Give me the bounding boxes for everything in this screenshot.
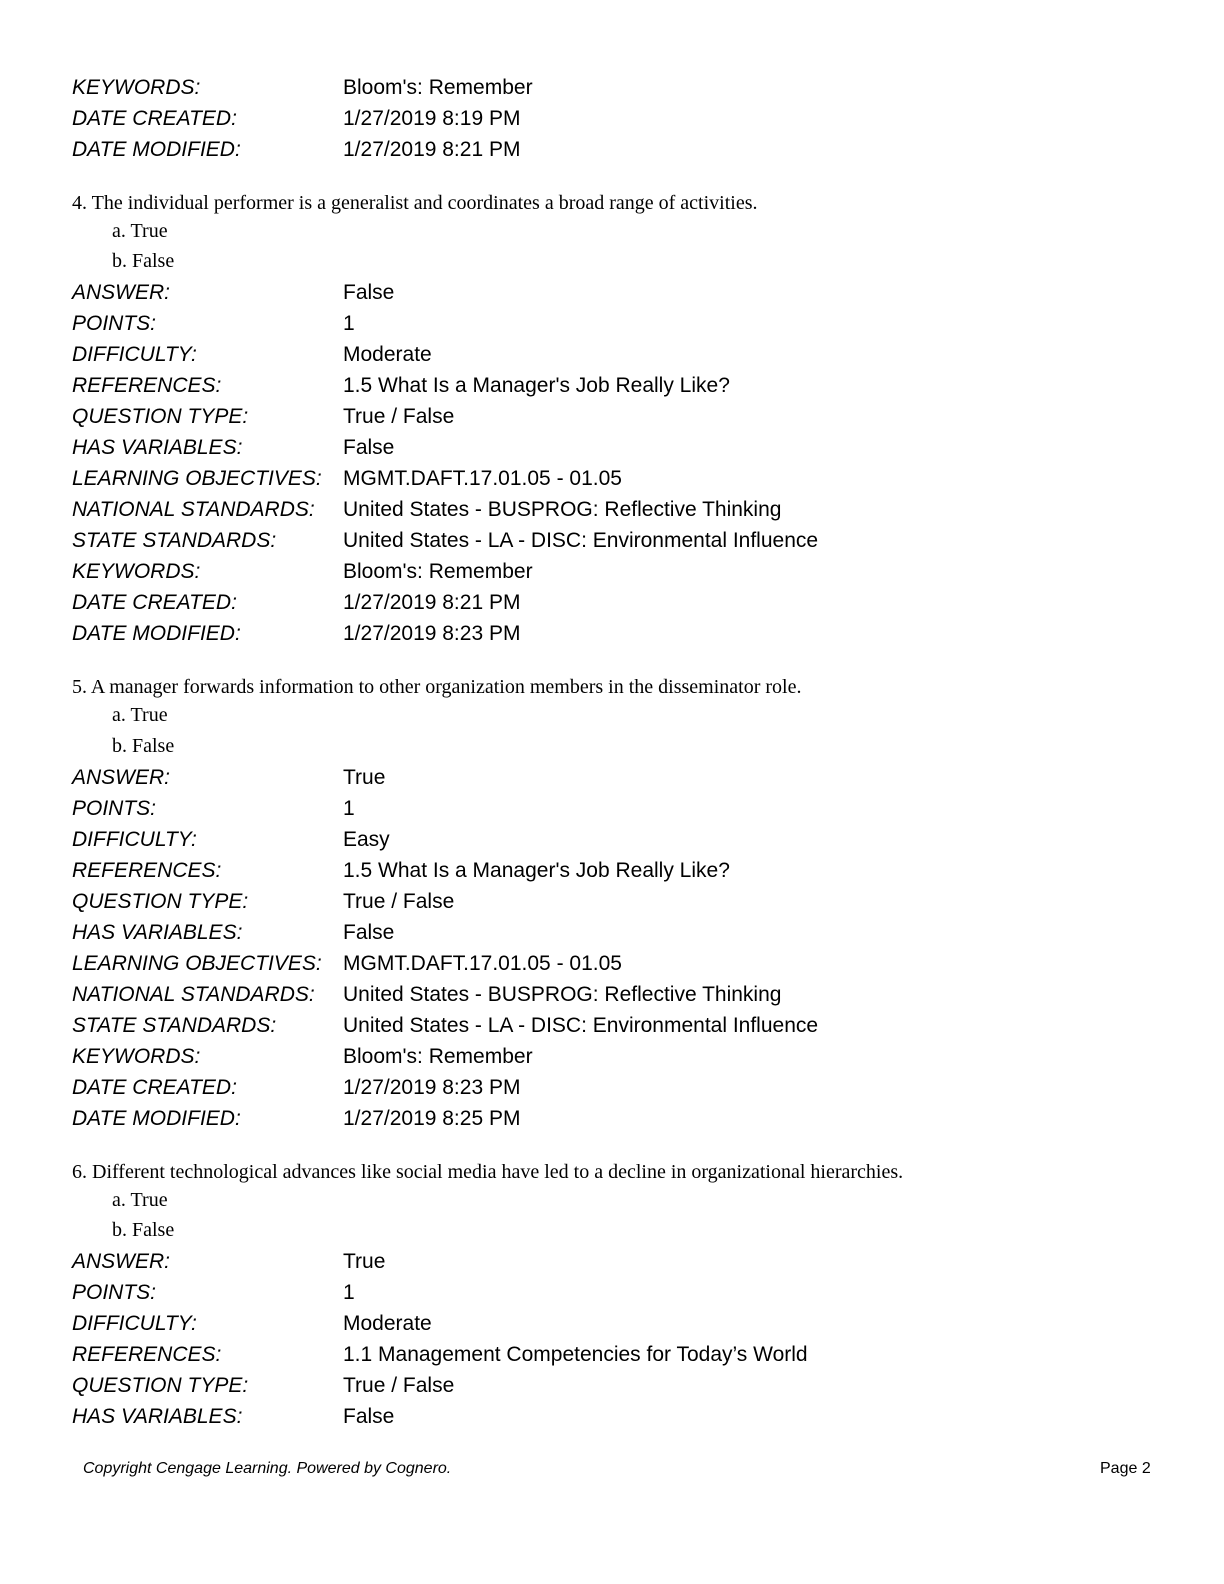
meta-value: 1/27/2019 8:21 PM	[343, 591, 521, 614]
meta-value: False	[343, 436, 395, 459]
meta-block-q4	[0, 277, 1224, 649]
meta-block-q3	[0, 72, 1224, 165]
meta-row-points	[0, 308, 1224, 339]
meta-value: Moderate	[343, 1312, 432, 1335]
meta-label: KEYWORDS:	[72, 560, 201, 583]
meta-value: MGMT.DAFT.17.01.05 - 01.05	[343, 467, 622, 490]
meta-label: QUESTION TYPE:	[72, 1374, 249, 1397]
meta-row-learning-objectives	[0, 463, 1224, 494]
meta-label: POINTS:	[72, 312, 157, 335]
meta-row-date-modified	[0, 134, 1224, 165]
meta-row-keywords	[0, 1041, 1224, 1072]
meta-row-national-standards	[0, 979, 1224, 1010]
meta-row-difficulty	[0, 339, 1224, 370]
meta-row-has-variables	[0, 917, 1224, 948]
meta-label: DIFFICULTY:	[72, 343, 197, 366]
meta-value: United States - BUSPROG: Reflective Thinking	[343, 498, 782, 521]
meta-label: REFERENCES:	[72, 374, 222, 397]
meta-value: 1.5 What Is a Manager's Job Really Like?	[343, 859, 730, 882]
meta-label: DIFFICULTY:	[72, 1312, 197, 1335]
meta-label: KEYWORDS:	[72, 1045, 201, 1068]
meta-label: ANSWER:	[72, 281, 171, 304]
question-6-option-a: a. True	[112, 1189, 168, 1211]
meta-row-references	[0, 370, 1224, 401]
meta-label: REFERENCES:	[72, 859, 222, 882]
meta-row-has-variables	[0, 432, 1224, 463]
meta-label: DATE CREATED:	[72, 1076, 237, 1099]
meta-label: POINTS:	[72, 797, 157, 820]
meta-label: REFERENCES:	[72, 1343, 222, 1366]
meta-value: United States - BUSPROG: Reflective Thinking	[343, 983, 782, 1006]
meta-value: Bloom's: Remember	[343, 560, 533, 583]
meta-value: True	[343, 1250, 386, 1273]
meta-label: HAS VARIABLES:	[72, 921, 243, 944]
footer-page-number: Page 2	[1100, 1460, 1151, 1477]
meta-label: QUESTION TYPE:	[72, 405, 249, 428]
meta-value: False	[343, 281, 395, 304]
meta-label: HAS VARIABLES:	[72, 436, 243, 459]
meta-row-date-modified	[0, 618, 1224, 649]
meta-value: 1/27/2019 8:25 PM	[343, 1107, 521, 1130]
meta-row-points	[0, 1277, 1224, 1308]
meta-row-difficulty	[0, 824, 1224, 855]
meta-row-answer	[0, 1246, 1224, 1277]
meta-row-question-type	[0, 401, 1224, 432]
meta-label: NATIONAL STANDARDS:	[72, 498, 315, 521]
question-4-option-a: a. True	[112, 220, 168, 242]
meta-label: NATIONAL STANDARDS:	[72, 983, 315, 1006]
meta-block-q6	[0, 1246, 1224, 1432]
question-4-text: 4. The individual performer is a generalist and coordinates a broad range of activities.	[72, 192, 758, 214]
meta-row-national-standards	[0, 494, 1224, 525]
meta-row-learning-objectives	[0, 948, 1224, 979]
meta-value: True / False	[343, 405, 455, 428]
meta-value: True	[343, 766, 386, 789]
meta-value: True / False	[343, 1374, 455, 1397]
meta-row-has-variables	[0, 1401, 1224, 1432]
meta-label: POINTS:	[72, 1281, 157, 1304]
question-6-text: 6. Different technological advances like social media have led to a decline in organizational hierarchies.	[72, 1161, 904, 1183]
question-4-option-b: b. False	[112, 250, 175, 272]
meta-row-answer	[0, 762, 1224, 793]
question-6-option-b: b. False	[112, 1219, 175, 1241]
meta-value: Bloom's: Remember	[343, 76, 533, 99]
meta-value: True / False	[343, 890, 455, 913]
meta-label: LEARNING OBJECTIVES:	[72, 952, 322, 975]
question-5-option-a: a. True	[112, 704, 168, 726]
meta-label: DATE CREATED:	[72, 591, 237, 614]
meta-row-references	[0, 855, 1224, 886]
meta-label: HAS VARIABLES:	[72, 1405, 243, 1428]
meta-label: DATE CREATED:	[72, 107, 237, 130]
meta-row-points	[0, 793, 1224, 824]
meta-value: Easy	[343, 828, 390, 851]
meta-row-difficulty	[0, 1308, 1224, 1339]
meta-row-keywords	[0, 556, 1224, 587]
meta-value: Bloom's: Remember	[343, 1045, 533, 1068]
meta-label: DATE MODIFIED:	[72, 1107, 241, 1130]
meta-value: 1	[343, 312, 355, 335]
meta-row-question-type	[0, 1370, 1224, 1401]
meta-label: ANSWER:	[72, 1250, 171, 1273]
meta-value: 1/27/2019 8:19 PM	[343, 107, 521, 130]
meta-value: 1	[343, 1281, 355, 1304]
meta-label: DATE MODIFIED:	[72, 138, 241, 161]
meta-value: False	[343, 1405, 395, 1428]
meta-row-date-modified	[0, 1103, 1224, 1134]
question-5-option-b: b. False	[112, 735, 175, 757]
meta-value: 1	[343, 797, 355, 820]
meta-value: United States - LA - DISC: Environmental Influence	[343, 1014, 819, 1037]
meta-row-keywords	[0, 72, 1224, 103]
meta-label: ANSWER:	[72, 766, 171, 789]
meta-value: 1/27/2019 8:23 PM	[343, 1076, 521, 1099]
meta-value: United States - LA - DISC: Environmental Influence	[343, 529, 819, 552]
footer-copyright: Copyright Cengage Learning. Powered by Cognero.	[83, 1460, 452, 1477]
meta-label: STATE STANDARDS:	[72, 529, 277, 552]
meta-value: MGMT.DAFT.17.01.05 - 01.05	[343, 952, 622, 975]
meta-label: LEARNING OBJECTIVES:	[72, 467, 322, 490]
meta-row-question-type	[0, 886, 1224, 917]
meta-row-state-standards	[0, 525, 1224, 556]
meta-row-references	[0, 1339, 1224, 1370]
meta-value: 1/27/2019 8:21 PM	[343, 138, 521, 161]
meta-row-date-created	[0, 587, 1224, 618]
meta-value: Moderate	[343, 343, 432, 366]
meta-label: STATE STANDARDS:	[72, 1014, 277, 1037]
meta-value: 1.1 Management Competencies for Today’s World	[343, 1343, 808, 1366]
meta-label: DATE MODIFIED:	[72, 622, 241, 645]
question-5-text: 5. A manager forwards information to other organization members in the disseminator role.	[72, 676, 802, 698]
meta-value: 1.5 What Is a Manager's Job Really Like?	[343, 374, 730, 397]
meta-label: DIFFICULTY:	[72, 828, 197, 851]
meta-value: 1/27/2019 8:23 PM	[343, 622, 521, 645]
meta-block-q5	[0, 762, 1224, 1134]
meta-row-answer	[0, 277, 1224, 308]
meta-label: QUESTION TYPE:	[72, 890, 249, 913]
meta-label: KEYWORDS:	[72, 76, 201, 99]
meta-row-date-created	[0, 103, 1224, 134]
meta-value: False	[343, 921, 395, 944]
meta-row-state-standards	[0, 1010, 1224, 1041]
meta-row-date-created	[0, 1072, 1224, 1103]
